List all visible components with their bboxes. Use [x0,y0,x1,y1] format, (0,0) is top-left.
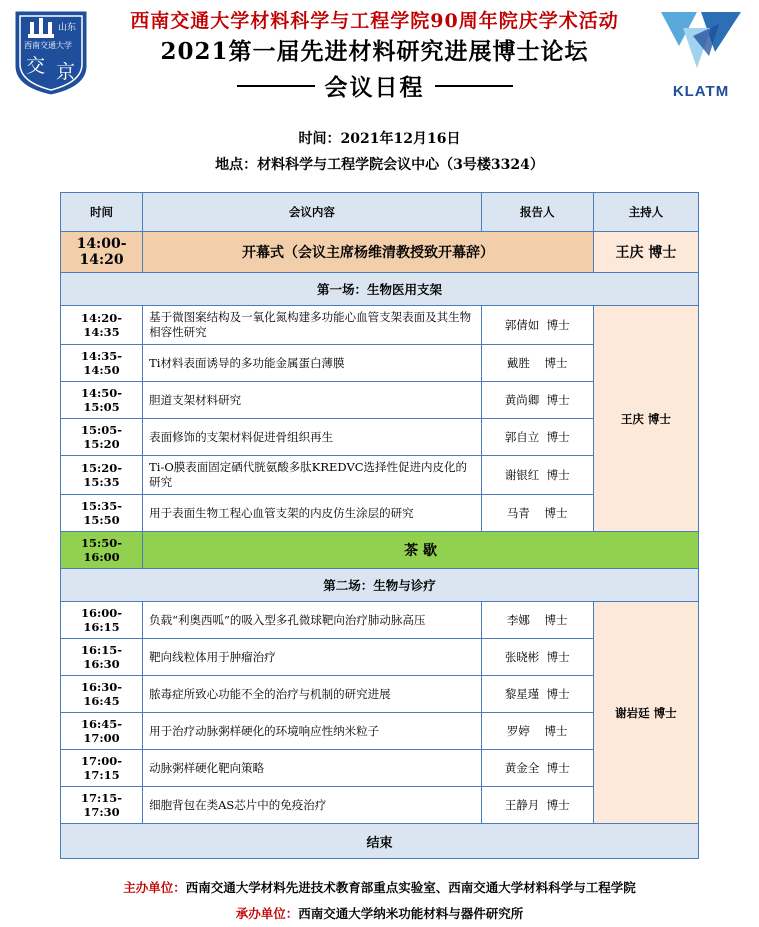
row-time: 15:35-15:50 [61,495,143,532]
opening-time: 14:00-14:20 [61,232,143,273]
row-topic: Ti-O膜表面固定硒代胱氨酸多肽KREDVC选择性促进内皮化的研究 [143,456,482,495]
row-topic: 用于治疗动脉粥样硬化的环境响应性纳米粒子 [143,713,482,750]
title-block [100,8,649,102]
row-topic: 用于表面生物工程心血管支架的内皮仿生涂层的研究 [143,495,482,532]
organizer-label: 主办单位： [123,880,186,895]
svg-text:交: 交 [26,55,46,77]
row-speaker: 黎星瑾 博士 [481,676,593,713]
svg-text:西南交通大学: 西南交通大学 [24,41,72,50]
header-chair: 主持人 [593,193,698,232]
section-1-label: 第一场：生物医用支架 [61,273,699,306]
host-label: 承办单位： [235,906,299,921]
document-footer [0,875,759,927]
row-topic: 动脉粥样硬化靶向策略 [143,750,482,787]
header-time: 时间 [61,193,143,232]
meta-block [0,126,759,178]
row-speaker: 郭自立 博士 [481,419,593,456]
schedule-table-wrap [60,192,699,859]
opening-content: 开幕式（会议主席杨维清教授致开幕辞） [143,232,594,273]
row-speaker: 马青 博士 [481,495,593,532]
row-topic: 负载“利奥西呱”的吸入型多孔微球靶向治疗肺动脉高压 [143,602,482,639]
row-speaker: 李娜 博士 [481,602,593,639]
session-1-chair: 王庆 博士 [593,306,698,532]
opening-chair: 王庆 博士 [593,232,698,273]
header-content: 会议内容 [143,193,482,232]
table-row [61,306,699,345]
break-label: 茶 歇 [143,532,699,569]
row-topic: Ti材料表面诱导的多功能金属蛋白薄膜 [143,345,482,382]
rule-left-icon [237,85,315,87]
row-time: 15:05-15:20 [61,419,143,456]
row-speaker: 王静月 博士 [481,787,593,824]
meta-place: 地点：材料科学与工程学院会议中心（3号楼3324） [215,157,544,173]
row-topic: 基于微图案结构及一氧化氮构建多功能心血管支架表面及其生物相容性研究 [143,306,482,345]
meta-time: 时间：2021年12月16日 [298,131,461,147]
host-text: 西南交通大学纳米功能材料与器件研究所 [298,906,524,921]
swjtu-seal-logo [8,4,94,100]
row-topic: 脓毒症所致心功能不全的治疗与机制的研究进展 [143,676,482,713]
header-speaker: 报告人 [481,193,593,232]
row-time: 17:00-17:15 [61,750,143,787]
row-time: 14:20-14:35 [61,306,143,345]
end-label: 结束 [61,824,699,859]
row-topic: 表面修饰的支架材料促进骨组织再生 [143,419,482,456]
row-time: 16:00-16:15 [61,602,143,639]
row-time: 15:20-15:35 [61,456,143,495]
break-row [61,532,699,569]
schedule-table [60,192,699,859]
svg-text:京: 京 [56,61,76,83]
table-row [61,602,699,639]
session-2-chair: 谢岩廷 博士 [593,602,698,824]
end-row [61,824,699,859]
table-row [61,232,699,273]
row-speaker: 戴胜 博士 [481,345,593,382]
row-speaker: 谢银红 博士 [481,456,593,495]
host-line [0,901,759,927]
row-time: 16:30-16:45 [61,676,143,713]
break-time: 15:50-16:00 [61,532,143,569]
header-line-2: 2021第一届先进材料研究进展博士论坛 [160,38,589,65]
row-time: 16:15-16:30 [61,639,143,676]
row-topic: 靶向线粒体用于肿瘤治疗 [143,639,482,676]
header-line-1: 西南交通大学材料科学与工程学院90周年院庆学术活动 [130,10,619,32]
row-speaker: 黄金全 博士 [481,750,593,787]
organizer-text: 西南交通大学材料先进技术教育部重点实验室、西南交通大学材料科学与工程学院 [185,880,636,895]
klatm-logo [653,6,749,102]
klatm-label: KLATM [672,83,730,100]
row-speaker: 罗婷 博士 [481,713,593,750]
row-speaker: 黄尚卿 博士 [481,382,593,419]
svg-text:山东: 山东 [58,23,77,33]
header-line-3: 会议日程 [324,74,425,101]
row-speaker: 郭倩如 博士 [481,306,593,345]
section-2-label: 第二场：生物与诊疗 [61,569,699,602]
rule-right-icon [435,85,513,87]
row-time: 17:15-17:30 [61,787,143,824]
document-header [0,0,759,120]
header-line-3-wrap [100,69,649,102]
row-time: 14:50-15:05 [61,382,143,419]
organizer-line [0,875,759,901]
row-topic: 胆道支架材料研究 [143,382,482,419]
row-speaker: 张晓彬 博士 [481,639,593,676]
table-header-row [61,193,699,232]
section-row [61,569,699,602]
row-time: 14:35-14:50 [61,345,143,382]
row-topic: 细胞背包在类AS芯片中的免疫治疗 [143,787,482,824]
row-time: 16:45-17:00 [61,713,143,750]
section-row [61,273,699,306]
